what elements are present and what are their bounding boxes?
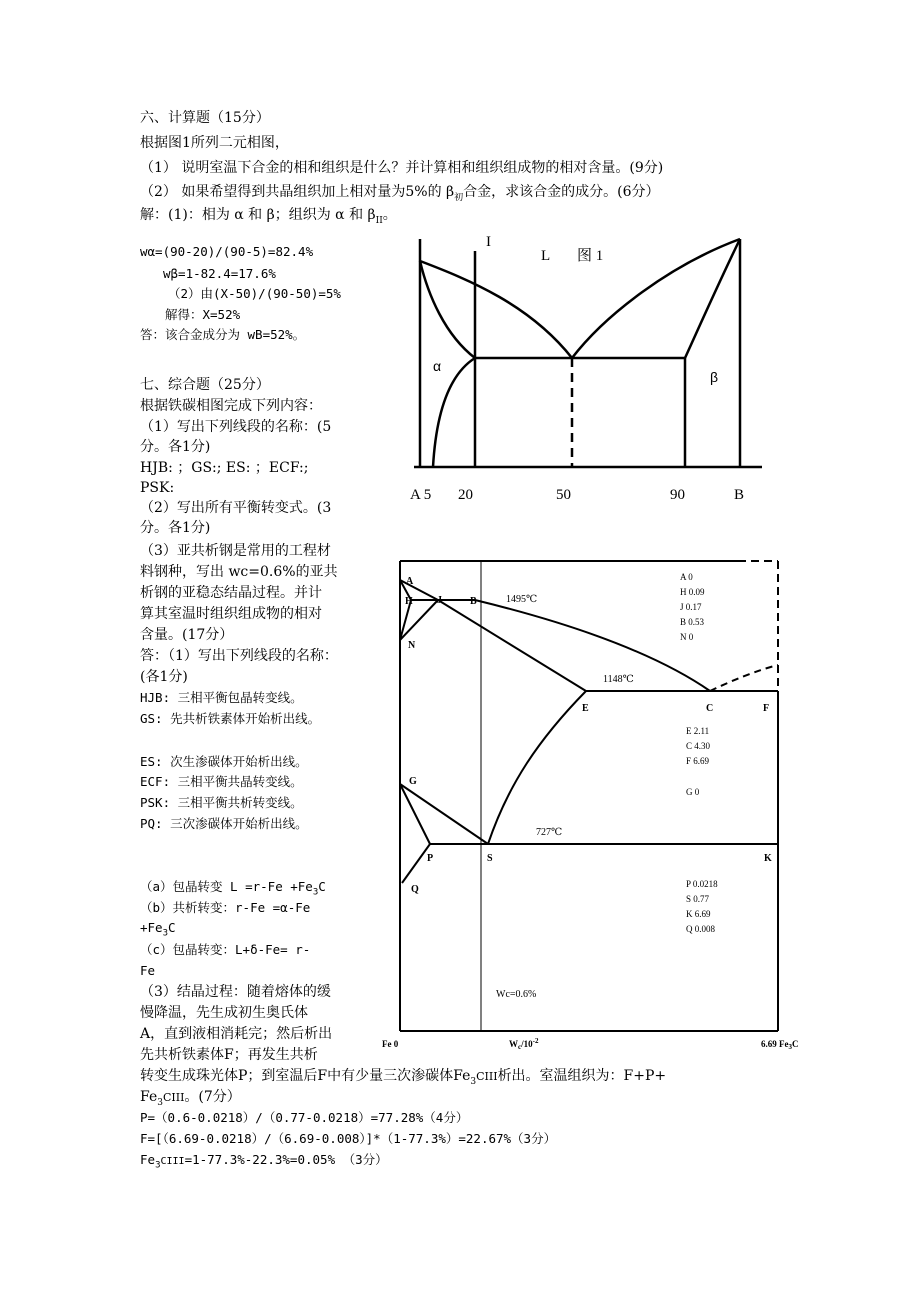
q7-intro: 根据铁碳相图完成下列内容： <box>140 398 322 414</box>
q7-answer-1-b: (各1分) <box>140 669 188 685</box>
fig1-label-L: L <box>541 248 551 264</box>
fig2-line-PQ <box>402 844 430 883</box>
fig2-val: S 0.77 <box>686 894 710 904</box>
line-pq: PQ: 三次渗碳体开始析出线。 <box>140 816 308 831</box>
fig2-label-F: F <box>763 703 770 714</box>
q6-calc-solve: 解得：X=52% <box>165 307 241 322</box>
q6-question-2: （2） 如果希望得到共晶组织加上相对量为5%的 $\beta_初$合金，求该合金的成分。(6分） <box>140 184 660 203</box>
transform-c: （c）包晶转变：L+δ-Fe= r- <box>140 942 311 957</box>
fig2-wc-label: Wc=0.6% <box>496 989 537 1000</box>
result-P: P=（0.6-0.0218）/（0.77-0.0218）=77.28%（4分） <box>140 1110 469 1125</box>
fig2-line-GS <box>400 784 488 844</box>
q6-calc-beta: wβ=1-82.4=17.6% <box>163 266 276 281</box>
fig2-val: B 0.53 <box>680 617 705 627</box>
fig2-label-N: N <box>408 640 416 651</box>
fig2-val: A 0 <box>680 572 693 582</box>
fig1-x-90: 90 <box>670 487 685 503</box>
cryst-line-3: A，直到液相消耗完；然后析出 <box>140 1026 333 1042</box>
q7-part2-a: （2）写出所有平衡转变式。(3 <box>140 500 332 516</box>
fig2-val: G 0 <box>686 787 700 797</box>
cryst-line-6: $Fe_3CIII$。(7分） <box>140 1089 241 1108</box>
fig2-label-Q: Q <box>411 884 419 895</box>
transform-b-cont: $+Fe_3C$ <box>140 920 176 939</box>
fig2-val: J 0.17 <box>680 602 702 612</box>
q6-calc-alpha: wα=(90-20)/(90-5)=82.4% <box>140 244 314 259</box>
fig2-values-group-1 <box>680 572 705 642</box>
q7-part3-c: 析钢的亚稳态结晶过程。并计 <box>140 585 322 601</box>
line-ecf: ECF: 三相平衡共晶转变线。 <box>140 774 303 789</box>
cryst-line-2: 慢降温，先生成初生奥氏体 <box>140 1005 308 1021</box>
result-F: F=[（6.69-0.0218）/（6.69-0.008）]*（1-77.3%）=22.67%（3分） <box>140 1131 557 1146</box>
fig2-line-JE <box>438 600 586 691</box>
fig2-val: F 6.69 <box>686 756 710 766</box>
fig1-label-I: I <box>486 234 491 250</box>
fig2-val: C 4.30 <box>686 741 711 751</box>
fig2-val: H 0.09 <box>680 587 705 597</box>
q6-answer-1: 解：(1)：相为 α 和 β；组织为 α 和 $\beta_{II}$。 <box>140 207 397 226</box>
fig2-x-fe3c: 6.69 $Fe_3C$ <box>761 1039 799 1051</box>
fig2-val: K 6.69 <box>686 909 711 919</box>
transform-a: （a）包晶转变 $L =r-Fe +Fe_3C$ <box>140 879 326 898</box>
fig2-x-wc: $W_c/10^{-2}$ <box>509 1037 539 1051</box>
q7-part3-d: 算其室温时组织组成物的相对 <box>140 606 322 622</box>
cryst-line-4: 先共析铁素体F；再发生共析 <box>140 1047 318 1063</box>
q7-part3-e: 含量。(17分） <box>140 627 234 643</box>
fig2-temp-727: 727℃ <box>536 827 563 838</box>
q6-title: 六、计算题（15分） <box>140 110 270 126</box>
result-Fe3CIII: $Fe_3CIII=1-77.3\%-22.3\%=0.05\%$ （3分） <box>140 1152 388 1171</box>
q7-part3-a: （3）亚共析钢是常用的工程材 <box>140 543 331 559</box>
fig2-label-K: K <box>764 853 772 864</box>
fig1-x-A5: A 5 <box>410 487 432 503</box>
fig1-label-beta: β <box>710 369 719 385</box>
q7-part1-d: PSK: <box>140 480 175 496</box>
fig2-val: N 0 <box>680 632 694 642</box>
q7-part1-c: HJB: ；GS:; ES: ；ECF:; <box>140 460 309 476</box>
fig2-label-G: G <box>409 776 417 787</box>
fig2-label-C: C <box>706 703 714 714</box>
fig2-line-CD <box>710 665 778 691</box>
fig2-val: Q 0.008 <box>686 924 715 934</box>
q6-question-1: （1） 说明室温下合金的相和组织是什么？并计算相和组织组成物的相对含量。(9分) <box>140 160 664 176</box>
fig1-label-fig: 图 1 <box>577 248 604 264</box>
fig1-x-50: 50 <box>556 487 571 503</box>
fig1-x-B: B <box>734 487 745 503</box>
line-es: ES: 次生渗碳体开始析出线。 <box>140 754 308 769</box>
fig1-liquidus-left <box>420 261 572 358</box>
line-hjb: HJB: 三相平衡包晶转变线。 <box>140 690 303 705</box>
q7-part3-b: 料钢种，写出 wc=0.6%的亚共 <box>140 564 338 580</box>
fig2-values-group-2 <box>686 726 711 797</box>
fig2-label-J: J <box>437 595 442 606</box>
fig2-line-GP <box>400 784 430 844</box>
fig2-val: E 2.11 <box>686 726 710 736</box>
q6-calc-answer: 答：该合金成分为 wB=52%。 <box>140 327 306 342</box>
fig1-solvus-alpha <box>433 358 475 467</box>
q6-calc-eq: （2）由(X-50)/(90-50)=5% <box>168 286 341 301</box>
fig2-label-S: S <box>487 853 493 864</box>
q7-title: 七、综合题（25分） <box>140 377 270 393</box>
fig2-label-A: A <box>406 576 414 587</box>
transform-c-cont: Fe <box>140 963 156 978</box>
line-psk: PSK: 三相平衡共析转变线。 <box>140 795 303 810</box>
fig2-x-fe0: Fe 0 <box>382 1039 399 1049</box>
q7-part1-a: （1）写出下列线段的名称：(5 <box>140 419 332 435</box>
fig2-label-B: B <box>470 596 477 607</box>
transform-b: （b）共析转变：r-Fe =α-Fe <box>140 900 311 915</box>
figure-2-fe-c-diagram <box>378 555 818 1055</box>
fig2-val: P 0.0218 <box>686 879 718 889</box>
fig2-temp-1148: 1148℃ <box>603 674 634 685</box>
fig1-x-20: 20 <box>458 487 473 503</box>
fig2-temp-1495: 1495℃ <box>506 594 538 605</box>
line-gs: GS: 先共析铁素体开始析出线。 <box>140 711 321 726</box>
fig2-label-P: P <box>427 853 434 864</box>
fig2-label-E: E <box>582 703 589 714</box>
q7-part1-b: 分。各1分) <box>140 439 211 455</box>
q7-answer-1-a: 答：（1）写出下列线段的名称： <box>140 648 338 664</box>
q6-intro: 根据图1所列二元相图， <box>140 135 289 151</box>
figure-1-phase-diagram <box>400 225 780 515</box>
fig2-values-group-4 <box>686 879 718 934</box>
cryst-line-5: 转变生成珠光体P；到室温后F中有少量三次渗碳体$Fe_3CIII$析出。室温组织为：F+P+ <box>140 1068 667 1087</box>
fig2-line-ES <box>488 691 586 844</box>
fig1-solidus-alpha <box>420 261 475 358</box>
fig1-label-alpha: α <box>433 358 442 374</box>
cryst-line-1: （3）结晶过程：随着熔体的缓 <box>140 984 331 1000</box>
fig2-label-H: H <box>405 596 413 607</box>
fig1-solidus-beta <box>685 239 740 358</box>
q7-part2-b: 分。各1分) <box>140 520 211 536</box>
